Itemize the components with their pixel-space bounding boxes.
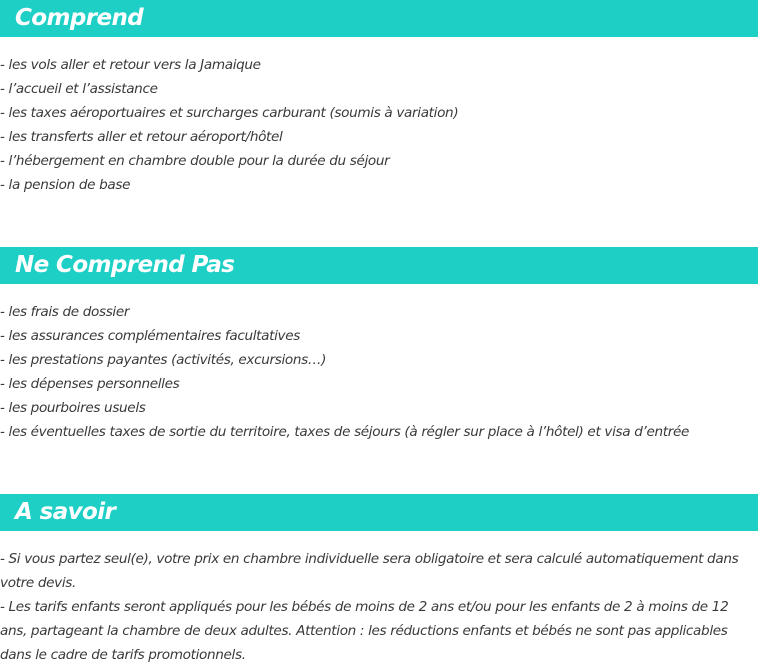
ne-comprend-pas-list bbox=[0, 300, 758, 444]
section-title-a-savoir: A savoir bbox=[0, 494, 758, 531]
list-item: - l’hébergement en chambre double pour la durée du séjour bbox=[0, 153, 390, 169]
list-item: - les taxes aéroportuaires et surcharges carburant (soumis à variation) bbox=[0, 105, 459, 121]
list-item: - les frais de dossier bbox=[0, 304, 130, 320]
list-item: - les dépenses personnelles bbox=[0, 376, 180, 392]
list-item: - les vols aller et retour vers la Jamaique bbox=[0, 57, 261, 73]
list-item: - les assurances complémentaires facultatives bbox=[0, 328, 300, 344]
section-title-comprend: Comprend bbox=[0, 0, 758, 37]
comprend-list bbox=[0, 53, 758, 197]
list-item: - les prestations payantes (activités, excursions…) bbox=[0, 352, 327, 368]
list-item: - les pourboires usuels bbox=[0, 400, 146, 416]
section-title-ne-comprend-pas: Ne Comprend Pas bbox=[0, 247, 758, 284]
a-savoir-list bbox=[0, 547, 758, 667]
list-item: - l’accueil et l’assistance bbox=[0, 81, 158, 97]
list-item: - les éventuelles taxes de sortie du territoire, taxes de séjours (à régler sur place à l’hôtel) et visa d’entrée bbox=[0, 424, 689, 440]
list-item: - la pension de base bbox=[0, 177, 131, 193]
list-item: - les transferts aller et retour aéroport/hôtel bbox=[0, 129, 283, 145]
list-item: - Les tarifs enfants seront appliqués pour les bébés de moins de 2 ans et/ou pour les enfants de 2 à moins de 12 ans, partageant la chambre de deux adultes. Attention : les réductions enfants et bébés ne sont pas applicables dans le cadre de tarifs promotionnels. bbox=[0, 599, 729, 663]
list-item: - Si vous partez seul(e), votre prix en chambre individuelle sera obligatoire et sera calculé automatiquement dans votre devis. bbox=[0, 551, 739, 591]
